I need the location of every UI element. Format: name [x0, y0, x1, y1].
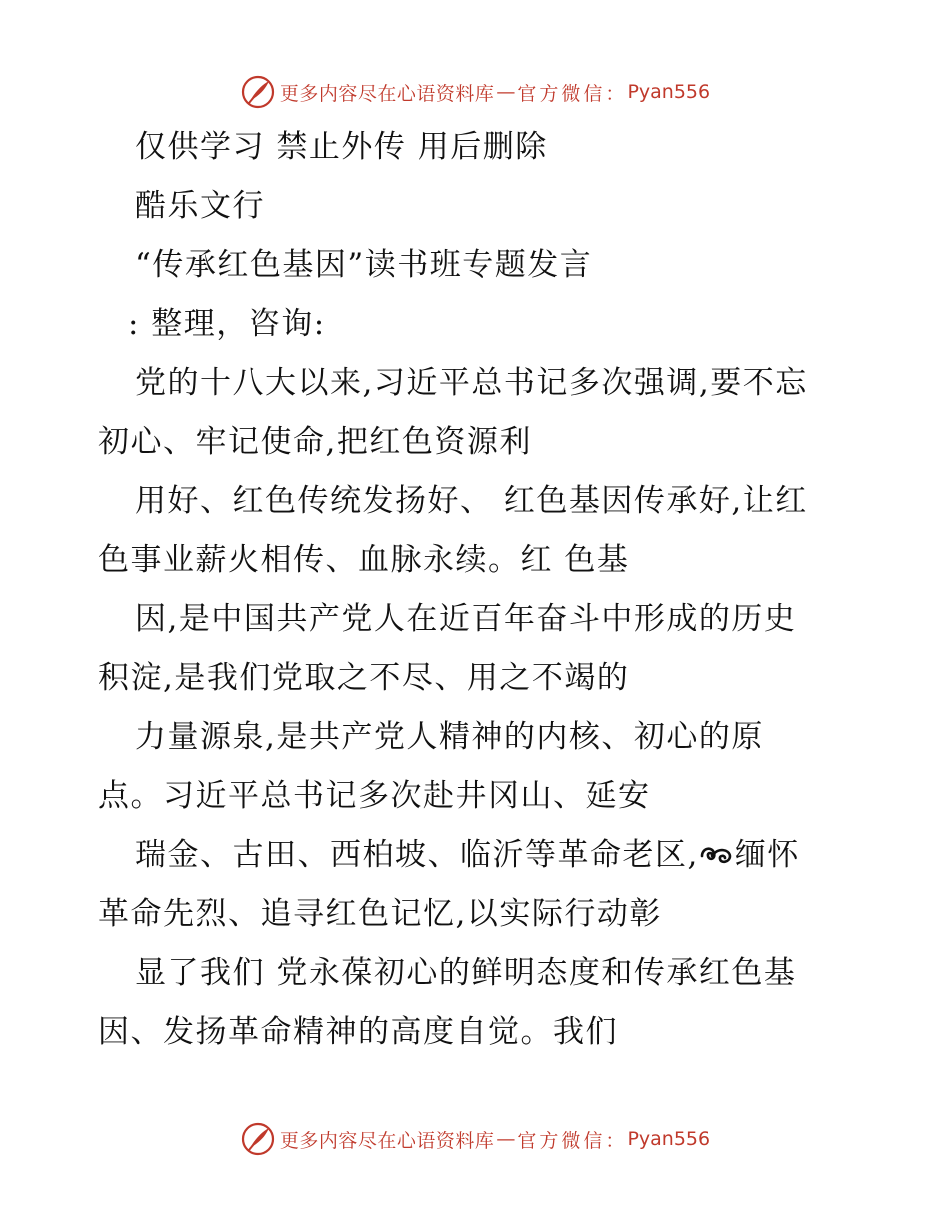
document-body: [0, 118, 950, 1062]
paragraph-line: 点。习近平总书记多次赴井冈山、延安: [98, 778, 651, 814]
banner-promo-text: 更多内容尽在心语资料库: [279, 82, 495, 105]
paragraph-line-suffix: 缅怀: [734, 837, 800, 873]
banner-dash: —: [496, 81, 516, 103]
paragraph-line: 显了我们 党永葆初心的鲜明态度和传承红色基: [135, 955, 797, 991]
pen-feather-logo-icon: [240, 74, 276, 110]
source-line: 酷乐文行: [135, 188, 265, 224]
paragraph-line: 党的十八大以来,习近平总书记多次强调,要不忘: [135, 365, 808, 401]
paragraph-line: 因、发扬革命精神的高度自觉。我们: [98, 1014, 618, 1050]
paragraph-line-prefix: 瑞金、古田、西柏坡、临沂等革命老区,: [135, 837, 699, 873]
paragraph-line: [0, 826, 950, 885]
banner-wechat-id: Pyan556: [627, 1128, 711, 1150]
paragraph-line: 初心、牢记使命,把红色资源利: [98, 424, 532, 460]
paragraph-line: 色事业薪火相传、血脉永续。红 色基: [98, 542, 630, 578]
document-title: “传承红色基因”读书班专题发言: [135, 247, 593, 283]
paragraph-line: 用好、红色传统发扬好、 红色基因传承好,让红: [135, 483, 808, 519]
banner-wechat-id: Pyan556: [627, 81, 711, 103]
paragraph-line: 力量源泉,是共产党人精神的内核、初心的原: [135, 719, 764, 755]
banner-wechat-label: 官方微信：: [517, 1129, 628, 1152]
banner-dash: —: [496, 1128, 516, 1150]
paragraph-line: 革命先烈、追寻红色记忆,以实际行动彰: [98, 896, 662, 932]
paragraph-line: 积淀,是我们党取之不尽、用之不竭的: [98, 660, 630, 696]
footer-watermark-banner: [0, 1119, 950, 1159]
pen-feather-logo-icon: [240, 1121, 276, 1157]
notice-line: 仅供学习 禁止外传 用后删除: [135, 129, 548, 165]
header-watermark-banner: [0, 72, 950, 112]
banner-promo-text: 更多内容尽在心语资料库: [279, 1129, 495, 1152]
banner-wechat-label: 官方微信：: [517, 82, 628, 105]
spiral-symbol-icon: [699, 842, 733, 868]
paragraph-line: 因,是中国共产党人在近百年奋斗中形成的历史: [135, 601, 797, 637]
organizer-line: : 整理，咨询:: [128, 306, 326, 342]
